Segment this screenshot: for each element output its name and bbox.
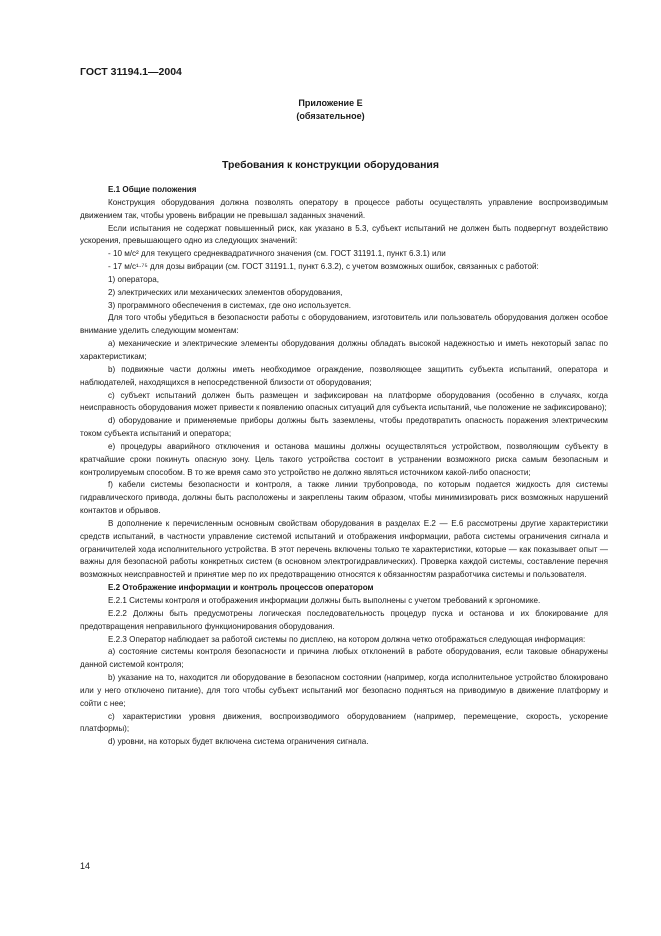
paragraph: b) подвижные части должны иметь необходимое ограждение, позволяющее защитить субъекта испытаний, оператора и наблюдателей, находящихся в непосредственной близости от оборудования; xyxy=(80,364,608,387)
standard-header: ГОСТ 31194.1—2004 xyxy=(80,66,182,78)
paragraph: d) оборудование и применяемые приборы должны быть заземлены, чтобы предотвратить опасность поражения электрическим током субъекта испытаний и оператора; xyxy=(80,416,608,439)
paragraph: Е.2.2 Должны быть предусмотрены логическая последовательность процедур пуска и останова и их блокирование для предотвращения неправильного функционирования оборудования. xyxy=(80,608,608,631)
paragraph: с) характеристики уровня движения, воспроизводимого оборудованием (например, перемещение, скорость, ускорение платформы); xyxy=(80,711,608,734)
paragraph: - 17 м/с¹·⁷⁵ для дозы вибрации (см. ГОСТ 31191.1, пункт 6.3.2), с учетом возможных ошибок, связанных с работой: xyxy=(108,262,539,272)
annex-label: Приложение Е xyxy=(298,98,363,108)
paragraph: В дополнение к перечисленным основным свойствам оборудования в разделах Е.2 — Е.6 рассмотрены другие характеристики средств испытаний, в частности управление системой испытаний и отображения информации, работа системы ограничения сигнала и ограничителей хода исполнительного устройства. В этот перечень включены только те характеристики, которые — как показывает опыт — важны для безопасной работы конкретных систем (в основном электрогидравлических). Проверка каждой системы, составление перечня возможных неисправностей и принятие мер по их предотвращению относятся к обязанностям разработчика системы и пользователя. xyxy=(80,518,608,580)
paragraph: Если испытания не содержат повышенный риск, как указано в 5.3, субъект испытаний не должен быть подвергнут воздействию ускорения, превышающего одно из следующих значений: xyxy=(80,223,608,246)
paragraph: Е.2.3 Оператор наблюдает за работой системы по дисплею, на котором должна четко отображаться следующая информация: xyxy=(108,634,586,644)
paragraph: с) субъект испытаний должен быть размещен и зафиксирован на платформе оборудования (особенно в случаях, когда неисправность оборудования может привести к появлению опасных ситуаций для субъекта испытаний, чье положение не зафиксировано); xyxy=(80,390,608,413)
section-heading: Е.1 Общие положения xyxy=(108,185,197,194)
paragraph: Конструкция оборудования должна позволять оператору в процессе работы осуществлять управление воспроизводимым движением так, чтобы уровень вибрации не превышал заданных значений. xyxy=(80,197,608,220)
section-heading: Е.2 Отображение информации и контроль процессов оператором xyxy=(108,583,374,593)
paragraph: а) состояние системы контроля безопасности и причина любых отклонений в работе оборудования, если таковые обнаружены данной системой контроля; xyxy=(80,647,608,670)
page-number: 14 xyxy=(80,861,91,871)
section-title: Требования к конструкции оборудования xyxy=(221,159,440,171)
paragraph: 1) оператора, xyxy=(108,274,160,284)
paragraph: f) кабели системы безопасности и контроля, а также линии трубопровода, по которым подается жидкость для системы гидравлического привода, должны быть расположены и закреплены таким образом, чтобы минимизировать риск возможных нарушений контактов и обрывов. xyxy=(80,480,608,516)
annex-status: (обязательное) xyxy=(296,111,365,121)
paragraph: d) уровни, на которых будет включена система ограничения сигнала. xyxy=(108,737,369,747)
body-text xyxy=(80,184,608,749)
paragraph: 2) электрических или механических элементов оборудования, xyxy=(108,287,343,297)
paragraph: а) механические и электрические элементы оборудования должны обладать высокой надежностью и иметь некоторый запас по характеристикам; xyxy=(80,339,608,361)
paragraph: е) процедуры аварийного отключения и останова машины должны осуществляться устройством, позволяющим субъекту в кратчайшие сроки покинуть опасную зону. Цель такого устройства состоит в устранении возможного риска самым безопасным и контролируемым способом. В то же время само это устройство не должно являться источником какой-либо опасности; xyxy=(80,441,608,477)
paragraph: Для того чтобы убедиться в безопасности работы с оборудованием, изготовитель или пользователь оборудования должен особое внимание уделить следующим моментам: xyxy=(80,313,608,336)
paragraph: Е.2.1 Системы контроля и отображения информации должны быть выполнены с учетом требований к эргономике. xyxy=(108,596,541,605)
paragraph: b) указание на то, находится ли оборудование в безопасном состоянии (например, когда исполнительное устройство блокировано или у него отключено питание), для того чтобы субъект испытаний мог безопасно подняться на приводимую в движение платформу и сойти с нее; xyxy=(80,673,608,708)
paragraph: 3) программного обеспечения в системах, где оно используется. xyxy=(108,300,351,310)
paragraph: - 10 м/с² для текущего среднеквадратичного значения (см. ГОСТ 31191.1, пункт 6.3.1) или xyxy=(108,249,446,259)
